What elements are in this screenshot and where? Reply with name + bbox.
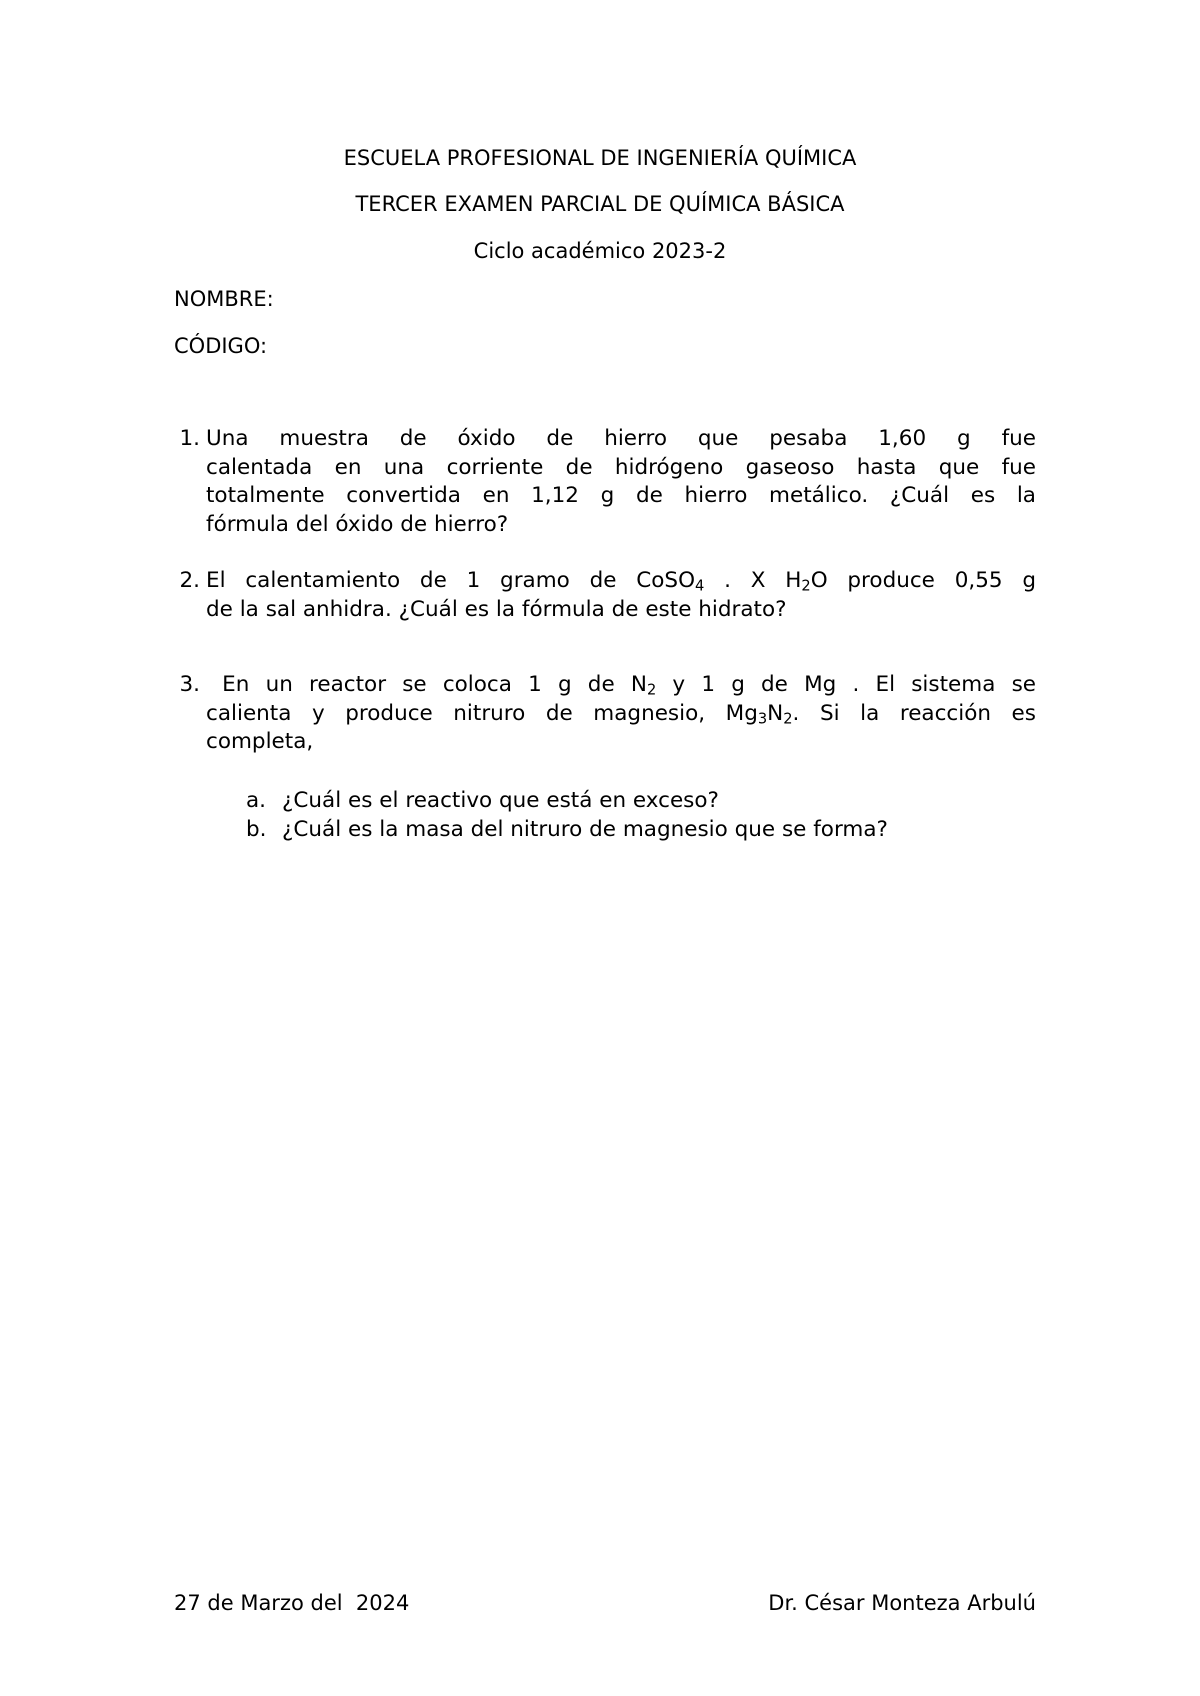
question-3-text-d: N [767,700,784,726]
question-2-text-b: . X H [704,568,802,593]
question-3-line-2 [206,700,1036,729]
exam-title: TERCER EXAMEN PARCIAL DE QUÍMICA BÁSICA [355,192,845,216]
list-item-letter: b. [246,817,267,842]
question-number: 1. [179,426,200,451]
question-2-text-c: O produce 0,55 g [810,568,1037,593]
question-3-subitems [246,786,888,844]
question-2-text-a: El calentamiento de 1 gramo de CoSO [206,568,695,593]
question-number: 2. [179,568,200,593]
question-3-text-e: . Si la reacción es [792,700,1036,726]
question-2-line-2: de la sal anhidra. ¿Cuál es la fórmula de este hidrato? [206,596,787,622]
question-3-line-1 [206,671,1036,700]
subscript: 2 [783,710,793,728]
list-item [246,815,888,844]
question-1-line-4: fórmula del óxido de hierro? [206,511,509,537]
list-item-text: ¿Cuál es la masa del nitruro de magnesio que se forma? [282,817,888,842]
question-3-text-c: calienta y produce nitruro de magnesio, Mg [206,700,758,726]
question-number: 3. [179,672,200,697]
subscript: 2 [646,681,657,699]
list-item-text: ¿Cuál es el reactivo que está en exceso? [282,788,719,813]
code-label: CÓDIGO: [174,334,268,358]
subscript: 2 [801,577,811,595]
list-item [246,786,888,815]
question-1 [179,425,1036,539]
school-title: ESCUELA PROFESIONAL DE INGENIERÍA QUÍMICA [343,146,857,170]
subscript: 3 [757,710,768,728]
question-3-text-b: y 1 g de Mg . El sistema se [656,672,1036,697]
list-item-letter: a. [246,788,267,813]
question-1-line-1: Una muestra de óxido de hierro que pesaba 1,60 g fue [206,426,1036,451]
question-2-line-1 [206,567,1036,596]
question-3-text-a: En un reactor se coloca 1 g de N [206,672,647,697]
academic-cycle: Ciclo académico 2023-2 [473,239,727,263]
question-3 [179,671,1036,757]
footer-date: 27 de Marzo del 2024 [174,1591,410,1615]
question-1-line-2: calentada en una corriente de hidrógeno gaseoso hasta que fue [206,454,1036,480]
question-3-line-3: completa, [206,729,314,754]
footer-author: Dr. César Monteza Arbulú [768,1591,1036,1615]
question-1-line-3: totalmente convertida en 1,12 g de hierro metálico. ¿Cuál es la [206,483,1036,508]
subscript: 4 [695,577,705,595]
question-2 [179,567,1037,624]
name-label: NOMBRE: [174,287,274,311]
